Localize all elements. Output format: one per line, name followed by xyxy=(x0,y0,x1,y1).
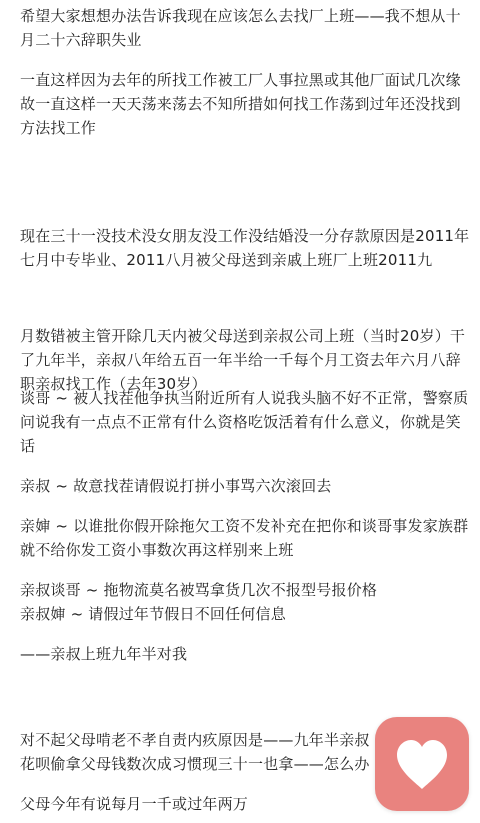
post-paragraph-3: 现在三十一没技术没女朋友没工作没结婚没一分存款原因是2011年七月中专毕业、2011八月被父母送到亲戚上班厂上班2011九 xyxy=(20,227,470,269)
like-button[interactable] xyxy=(375,717,469,811)
post-paragraph-1: 希望大家想想办法告诉我现在应该怎么去找厂上班——我不想从十月二十六辞职失业 xyxy=(20,7,461,49)
post-paragraph-10: 对不起父母啃老不孝自责内疚原因是——九年半亲叔 花呗偷拿父母钱数次成习惯现三十一也拿——怎么办 xyxy=(20,731,370,773)
post-paragraph-7: 亲婶 ~ 以谁批你假开除拖欠工资不发补充在把你和谈哥事发家族群就不给你发工资小事数次再这样别来上班 xyxy=(20,517,469,559)
post-paragraph-8: 亲叔谈哥 ~ 拖物流莫名被骂拿货几次不报型号报价格 亲叔婶 ~ 请假过年节假日不回任何信息 xyxy=(20,581,378,623)
post-paragraph-9: ——亲叔上班九年半对我 xyxy=(20,645,188,663)
heart-icon xyxy=(393,737,451,791)
post-paragraph-5: 谈哥 ~ 被人找茬他争执当附近所有人说我头脑不好不正常，警察质问说我有一点点不正常有什么资格吃饭活着有什么意义，你就是笑话 xyxy=(20,389,469,455)
post-paragraph-11: 父母今年有说每月一千或过年两万 xyxy=(20,795,249,813)
post-paragraph-6: 亲叔 ~ 故意找茬请假说打拼小事骂六次滚回去 xyxy=(20,477,332,495)
post-paragraph-2: 一直这样因为去年的所找工作被工厂人事拉黑或其他厂面试几次缘故一直这样一天天荡来荡去不知所措如何找工作荡到过年还没找到方法找工作 xyxy=(20,71,461,137)
post-paragraph-4: 月数错被主管开除几天内被父母送到亲叔公司上班（当时20岁）干了九年半，亲叔八年给五百一年半给一千每个月工资去年六月八辞职亲叔找工作（去年30岁） xyxy=(20,327,466,393)
